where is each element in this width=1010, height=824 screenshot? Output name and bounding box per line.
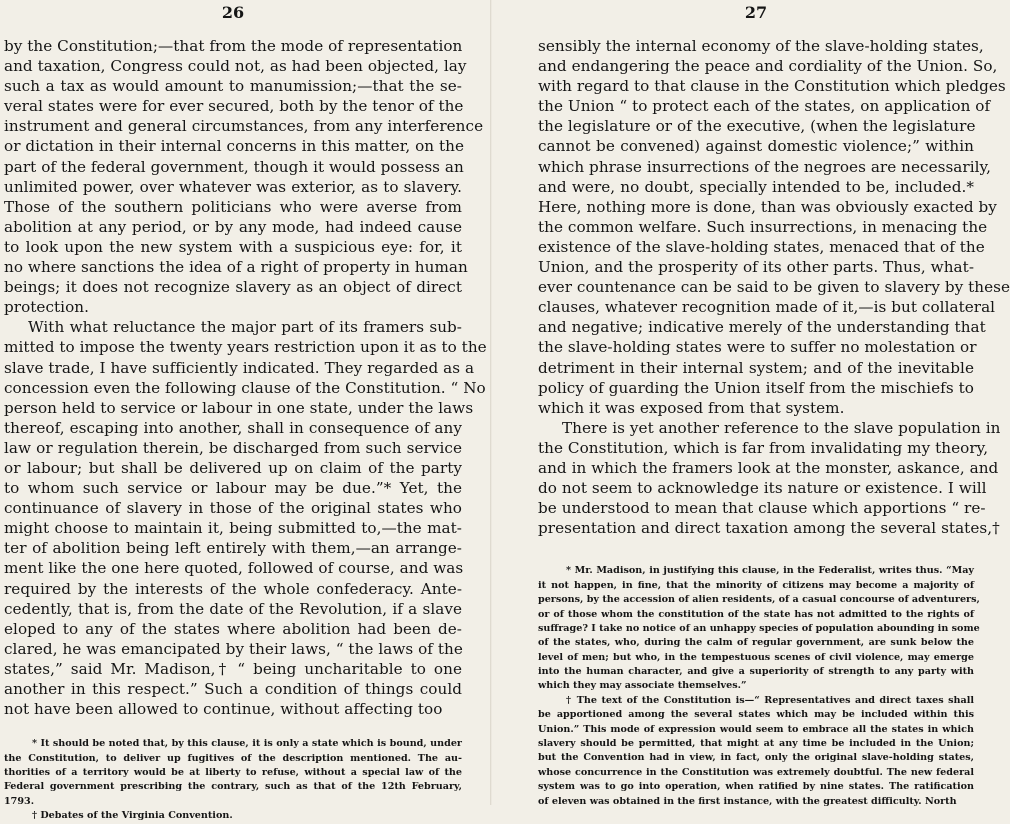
- footnote-line: slavery should be permitted, that might at any time be included in the Union;: [538, 738, 974, 750]
- page-number-right: 27: [744, 3, 768, 22]
- text-line: There is yet another reference to the slave population in: [562, 418, 1001, 437]
- text-line: continuance of slavery in those of the original states who: [4, 499, 462, 518]
- footnote-line: into the human character, and give a superiority of strength to any party with: [538, 666, 974, 678]
- text-line: do not seem to acknowledge its nature or existence. I will: [538, 479, 987, 498]
- footnote-line: but the Convention had in view, in fact, only the original slave-holding states,: [538, 752, 974, 764]
- text-line: instrument and general circumstances, from any interference: [4, 117, 484, 136]
- text-line: veral states were for ever secured, both by the tenor of the: [4, 97, 464, 116]
- text-line: or labour; but shall be delivered up on claim of the party: [4, 458, 462, 477]
- text-line: and endangering the peace and cordiality of the Union. So,: [538, 57, 998, 76]
- text-line: presentation and direct taxation among the several states,†: [538, 519, 1000, 538]
- text-line: by the Constitution;—that from the mode of representation: [4, 37, 463, 55]
- text-line: required by the interests of the whole confederacy. Ante-: [4, 579, 462, 598]
- text-line: another in this respect.” Such a condition of things could: [4, 680, 462, 698]
- footnote-line: suffrage? I take no notice of an unhappy species of population abounding in some: [538, 622, 980, 634]
- footnote-line: † Debates of the Virginia Convention.: [32, 810, 233, 822]
- text-line: to whom such service or labour may be due.”* Yet, the: [4, 479, 462, 498]
- text-line: clauses, whatever recognition made of it,—is but collateral: [538, 298, 996, 317]
- text-line: existence of the slave-holding states, menaced that of the: [538, 237, 985, 256]
- left-footnotes: [4, 737, 462, 823]
- text-line: ter of abolition being left entirely with them,—an arrange-: [4, 539, 462, 558]
- footnote-line: system was to go into operation, when ratified by nine states. The ratification: [538, 781, 974, 793]
- footnote-line: persons, by the accession of alien residents, of a casual concourse of adventurers,: [538, 594, 980, 606]
- footnote-line: of eleven was obtained in the first instance, with the greatest difficulty. North: [538, 795, 957, 807]
- footnote-line: the Constitution, to deliver up fugitives of the description mentioned. The au-: [4, 752, 462, 764]
- text-line: beings; it does not recognize slavery as an object of direct: [4, 278, 462, 297]
- text-line: such a tax as would amount to manumission;—that the se-: [4, 77, 462, 96]
- text-line: not have been allowed to continue, without affecting too: [4, 700, 443, 719]
- footnote-line: of the states, who, during the calm of regular government, are sunk below the: [538, 637, 974, 649]
- text-line: the common welfare. Such insurrections, in menacing the: [538, 217, 988, 236]
- text-line: slave trade, I have sufficiently indicated. They regarded as a: [4, 358, 475, 377]
- text-line: be understood to mean that clause which apportions “ re-: [538, 499, 986, 518]
- text-line: might choose to maintain it, being submitted to,—the mat-: [4, 519, 462, 538]
- footnote-line: 1793.: [4, 795, 35, 807]
- text-line: or dictation in their internal concerns in this matter, on the: [4, 137, 465, 156]
- right-footnotes: [538, 564, 980, 809]
- footnote-line: which they may associate themselves.”: [538, 680, 747, 692]
- text-line: states,” said Mr. Madison,† “ being uncharitable to one: [4, 659, 462, 678]
- footnote-line: thorities of a territory would be at liberty to refuse, without a special law of the: [4, 766, 462, 778]
- text-line: part of the federal government, though it would possess an: [4, 157, 464, 176]
- text-line: Those of the southern politicians who were averse from: [4, 197, 462, 216]
- text-line: abolition at any period, or by any mode, had indeed cause: [4, 217, 462, 236]
- text-line: the Constitution, which is far from invalidating my theory,: [538, 438, 989, 457]
- text-line: unlimited power, over whatever was exterior, as to slavery.: [4, 177, 462, 196]
- text-line: the legislature or of the executive, (when the legislature: [538, 117, 976, 136]
- text-line: cedently, that is, from the date of the Revolution, if a slave: [4, 599, 462, 618]
- text-line: Here, nothing more is done, than was obviously exacted by: [538, 197, 997, 216]
- text-line: With what reluctance the major part of its framers sub-: [28, 318, 462, 337]
- text-line: mitted to impose the twenty years restriction upon it as to the: [4, 338, 487, 357]
- footnote-line: Union.” This mode of expression would seem to embrace all the states in which: [538, 723, 974, 735]
- text-line: ever countenance can be said to be given to slavery by these: [538, 278, 1010, 297]
- text-line: clared, he was emancipated by their laws, “ the laws of the: [4, 639, 463, 658]
- footnote-line: * It should be noted that, by this clause, it is only a state which is bound, under: [32, 738, 462, 750]
- text-line: policy of guarding the Union itself from the mischiefs to: [538, 378, 974, 397]
- right-page: [490, 0, 1010, 807]
- footnote-line: or of those whom the constitution of the state has not admitted to the rights of: [538, 608, 974, 620]
- text-line: which phrase insurrections of the negroes are necessarily,: [538, 157, 992, 176]
- text-line: law or regulation therein, be discharged from such service: [4, 438, 462, 457]
- text-line: and negative; indicative merely of the understanding that: [538, 318, 986, 337]
- text-line: person held to service or labour in one state, under the laws: [4, 398, 474, 417]
- page-number-left: 26: [221, 3, 245, 22]
- footnote-line: be apportioned among the several states which may be included within this: [538, 709, 974, 721]
- text-line: detriment in their internal system; and of the inevitable: [538, 358, 974, 377]
- text-line: cannot be convened) against domestic violence;” within: [538, 137, 974, 156]
- footnote-line: † The text of the Constitution is—“ Representatives and direct taxes shall: [566, 694, 974, 706]
- footnote-line: it not happen, in fine, that the minority of citizens may become a majority of: [538, 579, 974, 591]
- text-line: eloped to any of the states where abolition had been de-: [4, 619, 462, 638]
- text-line: and were, no doubt, specially intended to be, included.*: [538, 177, 974, 196]
- text-line: thereof, escaping into another, shall in consequence of any: [4, 418, 462, 437]
- left-page: [0, 0, 490, 822]
- text-line: which it was exposed from that system.: [538, 398, 845, 417]
- text-line: concession even the following clause of the Constitution. “ No: [4, 378, 486, 397]
- text-line: the Union “ to protect each of the states, on application of: [538, 97, 991, 116]
- left-body-text: [4, 36, 487, 719]
- right-body-text: [538, 36, 1010, 538]
- text-line: no where sanctions the idea of a right of property in human: [4, 258, 468, 277]
- text-line: ment like the one here quoted, followed of course, and was: [4, 559, 464, 578]
- footnote-line: * Mr. Madison, in justifying this clause, in the Federalist, writes thus. “May: [566, 565, 974, 577]
- text-line: protection.: [4, 298, 89, 317]
- text-line: sensibly the internal economy of the slave-holding states,: [538, 37, 984, 55]
- footnote-line: level of men; but who, in the tempestuous scenes of civil violence, may emerge: [538, 651, 974, 663]
- text-line: and in which the framers look at the monster, askance, and: [538, 458, 999, 477]
- text-line: with regard to that clause in the Constitution which pledges: [538, 77, 1006, 96]
- text-line: and taxation, Congress could not, as had been objected, lay: [4, 57, 467, 76]
- footnote-line: Federal government prescribing the contrary, such as that of the 12th February,: [4, 781, 462, 793]
- text-line: Union, and the prosperity of its other parts. Thus, what-: [538, 258, 974, 277]
- footnote-line: whose concurrence in the Constitution was extremely doubtful. The new federal: [538, 766, 974, 778]
- text-line: to look upon the new system with a suspicious eye: for, it: [4, 237, 462, 256]
- text-line: the slave-holding states were to suffer no molestation or: [538, 338, 977, 357]
